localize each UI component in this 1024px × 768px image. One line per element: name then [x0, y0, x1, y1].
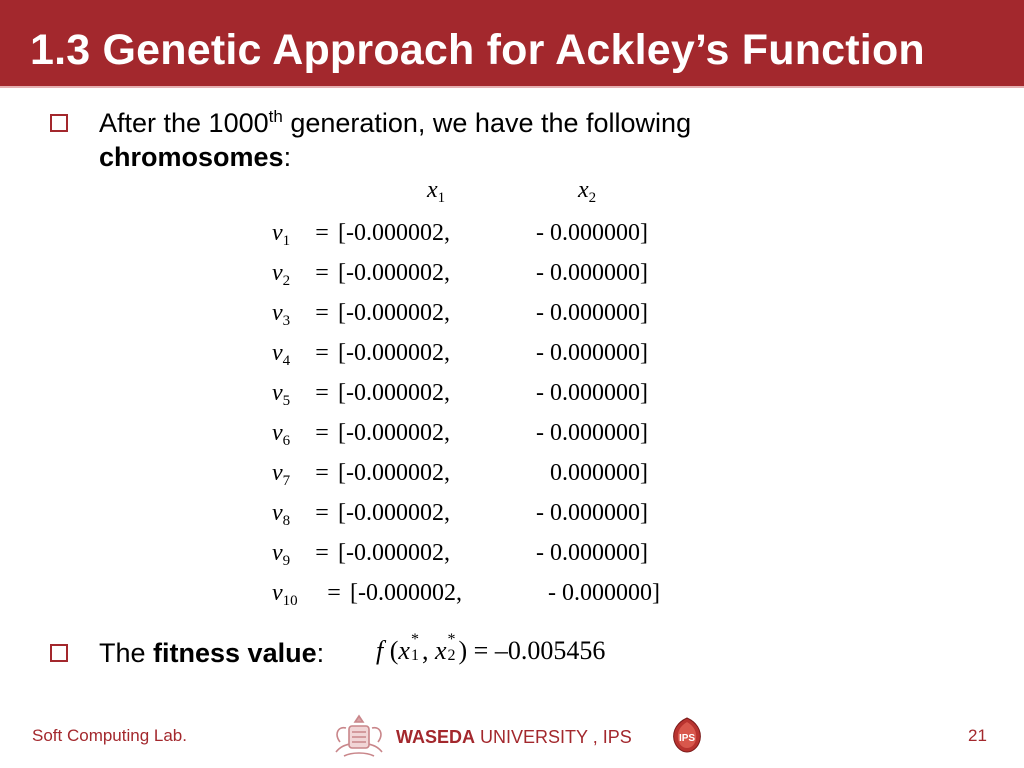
fitness-sub2: 2 [447, 647, 456, 664]
gene-x1-value: [-0.000002, [338, 540, 450, 566]
equals-sign: = [315, 380, 329, 406]
bullet-text-suffix: generation, we have the following [282, 108, 692, 138]
gene-x1-value: [-0.000002, [338, 380, 450, 406]
chromosome-index: 5 [282, 393, 291, 409]
page-number: 21 [968, 726, 987, 745]
slide-title: 1.3 Genetic Approach for Ackley’s Function [30, 26, 925, 74]
chromosome-var: v [272, 460, 283, 486]
footer-university-rest: UNIVERSITY , IPS [475, 727, 632, 747]
chromosome-index: 1 [282, 233, 291, 249]
fitness-prefix: The [99, 638, 154, 668]
ips-logo-text: IPS [678, 733, 696, 744]
chromosome-row [272, 213, 648, 253]
equals-sign: = [327, 580, 341, 606]
x2-var: x [578, 177, 589, 203]
x1-sub: 1 [437, 190, 446, 206]
equals-sign: = [315, 460, 329, 486]
chromosomes-colon: : [283, 142, 292, 172]
fitness-sub1: 1 [410, 647, 419, 664]
chromosome-index: 7 [282, 473, 291, 489]
chromosome-index: 2 [282, 273, 291, 289]
chromosome-var: v [272, 300, 283, 326]
fitness-formula [376, 631, 606, 667]
chromosome-index: 9 [282, 553, 291, 569]
waseda-crest-icon [330, 712, 388, 762]
gene-x1-value: [-0.000002, [338, 460, 450, 486]
gene-x2-value: 0.000000] [550, 460, 648, 486]
gene-x1-value: [-0.000002, [350, 580, 462, 606]
bullet-superscript: th [268, 107, 283, 126]
fitness-x2-scripts [447, 631, 459, 667]
gene-x2-value: - 0.000000] [536, 500, 648, 526]
gene-x2-value: - 0.000000] [536, 300, 648, 326]
gene-x1-value: [-0.000002, [338, 500, 450, 526]
column-header-x2 [578, 177, 596, 207]
bullet-chromosomes-line2 [99, 140, 291, 174]
chromosome-var: v [272, 500, 283, 526]
fitness-star2: * [447, 631, 456, 648]
bullet-text-prefix: After the 1000 [99, 108, 269, 138]
chromosome-var: v [272, 340, 283, 366]
equals-sign: = [315, 220, 329, 246]
chromosome-row [272, 533, 648, 573]
fitness-colon: : [316, 638, 325, 668]
chromosome-label [272, 573, 318, 621]
equals-sign: = [315, 340, 329, 366]
chromosome-index: 8 [282, 513, 291, 529]
square-bullet-icon [50, 644, 68, 662]
ips-logo-icon [670, 716, 704, 754]
chromosome-row [272, 413, 648, 453]
title-bar [0, 0, 1024, 86]
fitness-value: ) = –0.005456 [458, 636, 606, 665]
chromosome-row [272, 573, 660, 613]
fitness-label: fitness value [153, 638, 317, 668]
gene-x1-value: [-0.000002, [338, 420, 450, 446]
fitness-star1: * [410, 631, 419, 648]
footer-lab-name: Soft Computing Lab. [32, 726, 187, 745]
chromosome-var: v [272, 580, 283, 606]
gene-x1-value: [-0.000002, [338, 300, 450, 326]
gene-x2-value: - 0.000000] [536, 260, 648, 286]
chromosome-var: v [272, 380, 283, 406]
chromosome-row [272, 453, 648, 493]
chromosome-var: v [272, 260, 283, 286]
equals-sign: = [315, 300, 329, 326]
chromosome-row [272, 293, 648, 333]
equals-sign: = [315, 260, 329, 286]
fitness-x1: x [398, 636, 410, 665]
fitness-x2: x [434, 636, 447, 665]
footer-university [396, 727, 632, 748]
gene-x1-value: [-0.000002, [338, 260, 450, 286]
footer-waseda: WASEDA [396, 727, 476, 747]
fitness-f: f [376, 636, 384, 665]
x2-sub: 2 [588, 190, 597, 206]
gene-x2-value: - 0.000000] [536, 220, 648, 246]
gene-x1-value: [-0.000002, [338, 340, 450, 366]
gene-x2-value: - 0.000000] [536, 540, 648, 566]
gene-x2-value: - 0.000000] [536, 420, 648, 446]
fitness-comma: , [421, 636, 435, 665]
chromosome-var: v [272, 220, 283, 246]
chromosome-index: 6 [282, 433, 291, 449]
gene-x1-value: [-0.000002, [338, 220, 450, 246]
chromosome-row [272, 333, 648, 373]
chromosome-var: v [272, 540, 283, 566]
x1-var: x [427, 177, 438, 203]
chromosome-index: 10 [282, 593, 298, 609]
chromosome-row [272, 253, 648, 293]
bullet-fitness [99, 636, 324, 670]
fitness-x1-scripts [410, 631, 422, 667]
chromosome-row [272, 373, 648, 413]
chromosome-index: 4 [282, 353, 291, 369]
chromosome-row [272, 493, 648, 533]
equals-sign: = [315, 540, 329, 566]
fitness-open: ( [383, 636, 399, 665]
chromosome-index: 3 [282, 313, 291, 329]
equals-sign: = [315, 420, 329, 446]
gene-x2-value: - 0.000000] [536, 380, 648, 406]
chromosome-var: v [272, 420, 283, 446]
bullet-chromosomes-line1 [99, 106, 691, 140]
column-header-x1 [427, 177, 445, 207]
title-divider [0, 86, 1024, 88]
equals-sign: = [315, 500, 329, 526]
gene-x2-value: - 0.000000] [548, 580, 660, 606]
square-bullet-icon [50, 114, 68, 132]
chromosomes-label: chromosomes [99, 142, 284, 172]
gene-x2-value: - 0.000000] [536, 340, 648, 366]
